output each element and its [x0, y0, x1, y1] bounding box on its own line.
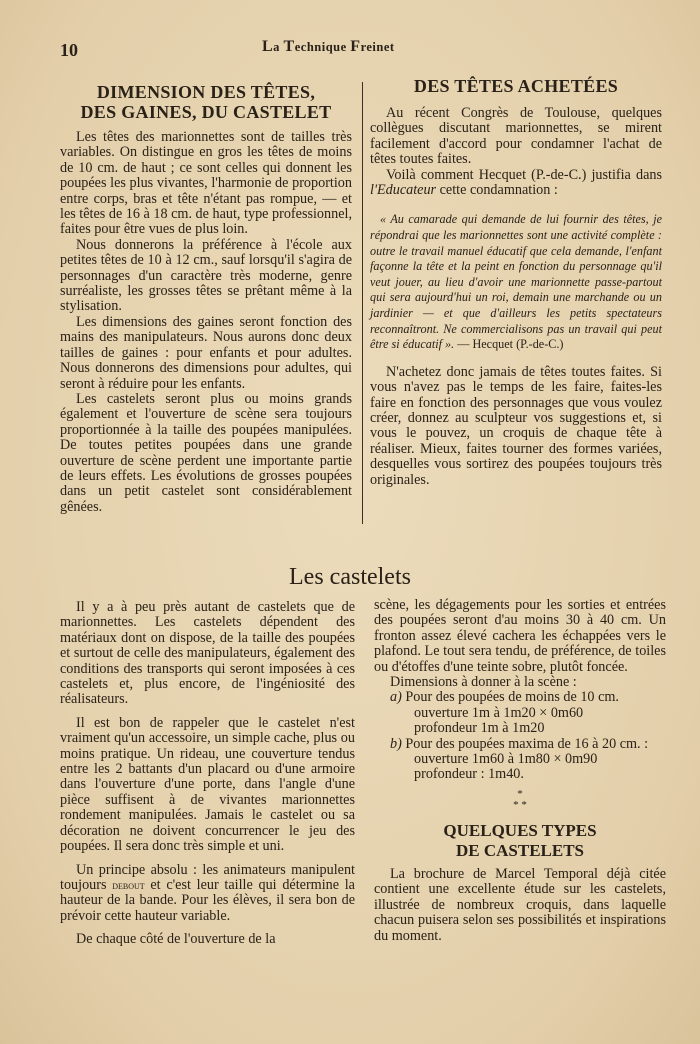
paragraph: Les castelets seront plus ou moins grands également et l'ouverture de scène sera toujours proportionnée à la taille des poupées manipulées. De toutes petites poupées dans une grande ouverture de scène perdent une importante partie de leurs effets. Les évolutions de grosses poupées dans un petit castelet sont considérablement gênées. — [60, 390, 352, 515]
paragraph: Les têtes des marionnettes sont de tailles très variables. On distingue en gros les têtes de moins de 10 cm. de haut ; ce sont celles qui donnent les poupées les plus vivantes, l'harmonie de proportion entre corps, bras et tête n'étant pas rompue, — et les têtes de 16 à 18 cm. de haut, type professionnel, faites pour être vues de plus loin. — [60, 129, 352, 238]
article-tetes-achetees-title: DES TÊTES ACHETÉES — [413, 76, 619, 96]
running-title-l: L — [262, 38, 274, 55]
dimensions-item-a — [374, 690, 666, 705]
paragraph: Il y a à peu près autant de castelets que de marionnettes. Les castelets dépendent des matériaux dont on dispose, de la taille des poupées et surtout de celle des manipulateurs, également des conditions des transports qui seront imposées à ces castelets et, plus encore, de l'ingéniosité des réalisateurs. — [60, 599, 355, 708]
running-title-reinet: reinet — [360, 40, 395, 54]
paragraph: Au récent Congrès de Toulouse, quelques collègues discutant marionnettes, se mirent facilement d'accord pour condamner l'achat de têtes toutes faites. — [370, 105, 662, 168]
paragraph-text: et c'est leur taille qui détermine la hauteur de la bande. Pour les élèves, il sera bon de prévoir cette hauteur variable. — [60, 876, 355, 924]
paragraph: Les dimensions des gaines seront fonction des mains des manipulateurs. Nous aurons donc deux tailles de gaines : pour enfants et pour adultes. Nous donnerons des dimensions pour adultes, qui seront à réduire pour les enfants. — [60, 313, 352, 392]
stage-dimensions — [374, 675, 666, 783]
running-title-f: F — [350, 38, 361, 55]
article-dimension-column — [60, 82, 352, 515]
paragraph — [60, 863, 355, 925]
quelques-types-title-line1: QUELQUES TYPES — [443, 820, 597, 840]
journal-title: l'Educateur — [370, 182, 437, 199]
article-tetes-achetees-column — [370, 76, 662, 488]
paragraph: scène, les dégagements pour les sorties et entrées des poupées seront d'au moins 30 à 40 cm. Un fronton assez élevé cachera les échappées vers le plafond. Le tout sera tendu, de préférence, de toiles ou d'étoffes d'une teinte sobre, plutôt foncée. — [374, 597, 666, 675]
dimensions-item-a-label: a) — [390, 689, 402, 706]
quelques-types-title — [374, 821, 666, 861]
quelques-types-title-line2: DE CASTELETS — [455, 840, 585, 860]
dimensions-item-b-label: b) — [390, 735, 402, 752]
paragraph: Il est bon de rappeler que le castelet n'est vraiment qu'un accessoire, un simple cache, plus ou moins pratique. Un rideau, une couverture tendus entre les 2 battants d'un placard ou d'une armoire dans l'ouverture d'une porte, dans l'angle d'une pièce suffisent à de vivantes marionnettes rondement manipulées. Jamais le castelet ou sa décoration ne doivent concurrencer le jeu des poupées. Il sera donc très simple et uni. — [60, 714, 355, 855]
emphasis-debout: debout — [112, 877, 145, 892]
paragraph: N'achetez donc jamais de têtes toutes faites. Si vous n'avez pas le temps de les faire, faites-les faire en fonction des personnages que vous voulez créer, donnez au sculpteur vos suggestions et, si vous le pouvez, un croquis de chaque tête à réaliser. Mieux, faites tourner des formes variées, desquelles vous sortirez des poupées toujours très originales. — [370, 363, 662, 488]
castelets-column-right — [374, 598, 666, 944]
column-divider — [362, 82, 363, 524]
paragraph-text: cette condamnation : — [436, 182, 558, 199]
article-dimension-title-line1: DIMENSION DES TÊTES, — [96, 82, 316, 102]
page-number: 10 — [60, 40, 78, 60]
paragraph: La brochure de Marcel Temporal déjà citée contient une excellente étude sur les castelets, illustrée de nombreux croquis, dans laquelle chacun puisera selon ses possibilités et inspirations du moment. — [374, 865, 666, 944]
paragraph: De chaque côté de l'ouverture de la — [76, 931, 276, 948]
article-dimension-title — [60, 82, 352, 122]
article-dimension-title-line2: DES GAINES, DU CASTELET — [80, 102, 332, 122]
quotation-text: « Au camarade qui demande de lui fournir des têtes, je répondrai que les marionnettes sont une activité complète : outre le travail manuel éducatif que cela demande, l'enfant façonne la tête et la peint en fonction du personnage qu'il veut jouer, au lieu d'avoir une marionnette passe-partout qui sera aujourd'hui un roi, demain une marchande ou un jardinier — et que d'ailleurs les petits spectateurs reconnaîtront. Ne commercialisons pas un travail qui peut être si éducatif ». — [370, 212, 662, 352]
running-title — [262, 38, 395, 56]
dimensions-a-opening: ouverture 1m à 1m20 × 0m60 — [414, 704, 584, 721]
dimensions-item-b-text: Pour des poupées maxima de 16 à 20 cm. : — [401, 735, 649, 752]
dimensions-item-a-text: Pour des poupées de moins de 10 cm. — [401, 689, 619, 706]
quotation — [370, 212, 662, 352]
paragraph: Nous donnerons la préférence à l'école aux petites têtes de 10 à 12 cm., sauf lorsqu'il s'agira de personnages d'un caractère très moderne, genre surréaliste, les grosses têtes se prêtant même à la stylisation. — [60, 236, 352, 315]
dimensions-intro: Dimensions à donner à la scène : — [390, 674, 577, 691]
running-title-a: a — [273, 40, 284, 54]
paragraph-text: Un principe absolu : les animateurs manipulent toujours — [60, 861, 355, 893]
asterism-divider: * * * — [513, 787, 527, 811]
castelets-column-left — [60, 600, 355, 948]
dimensions-item-b — [374, 737, 666, 752]
section-title: Les castelets — [289, 564, 411, 590]
dimensions-a-depth: profondeur 1m à 1m20 — [414, 720, 545, 737]
quotation-signature: — Hecquet (P.-de-C.) — [454, 337, 564, 352]
paragraph — [370, 168, 662, 199]
dimensions-b-depth: profondeur : 1m40. — [414, 766, 524, 783]
paragraph-text: Voilà comment Hecquet (P.-de-C.) justifia dans — [386, 166, 662, 183]
running-title-echnique: echnique — [294, 40, 351, 54]
running-title-t: T — [283, 38, 295, 55]
dimensions-b-opening: ouverture 1m60 à 1m80 × 0m90 — [414, 751, 598, 768]
